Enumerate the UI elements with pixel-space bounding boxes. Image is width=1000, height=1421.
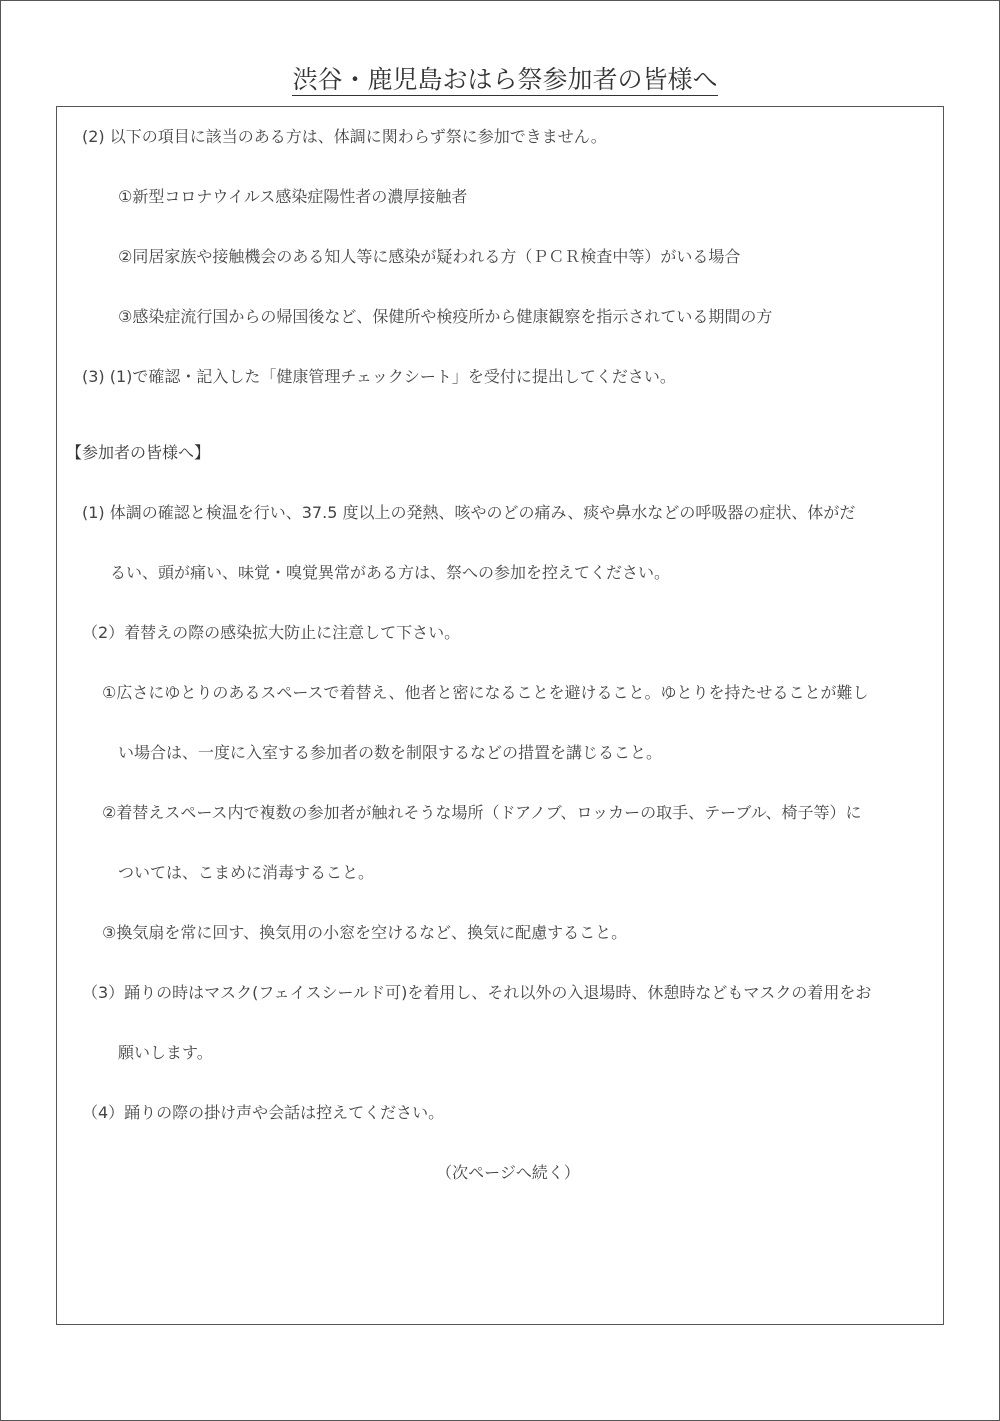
page-title-text: 渋谷・鹿児島おはら祭参加者の皆様へ [292,65,718,94]
participant-item-3-line-1: （3）踊りの時はマスク(フェイスシールド可)を着用し、それ以外の入退場時、休憩時などもマスクの着用をお [82,983,872,1002]
participant-item-1-line-1: (1) 体調の確認と検温を行い、37.5 度以上の発熱、咳やのどの痛み、痰や鼻水などの呼吸器の症状、体がだ [82,503,856,522]
continued-next-page: （次ページへ続く） [436,1163,580,1182]
page-title [0,62,1000,98]
participant-item-2-sub-3: ③換気扇を常に回す、換気用の小窓を空けるなど、換気に配慮すること。 [102,923,628,942]
content-box [56,106,944,1325]
participant-item-1-line-2: るい、頭が痛い、味覚・嗅覚異常がある方は、祭への参加を控えてください。 [110,563,671,582]
item-3-submit-sheet: (3) (1)で確認・記入した「健康管理チェックシート」を受付に提出してください。 [82,367,676,386]
item-2-ineligible: (2) 以下の項目に該当のある方は、体調に関わらず祭に参加できません。 [82,127,607,146]
participant-item-2: （2）着替えの際の感染拡大防止に注意して下さい。 [82,623,461,642]
participant-item-2-sub-1-line-2: い場合は、一度に入室する参加者の数を制限するなどの措置を講じること。 [118,743,663,762]
participant-item-2-sub-1-line-1: ①広さにゆとりのあるスペースで着替え、他者と密になることを避けること。ゆとりを持たせることが難し [102,683,869,702]
item-2-sub-1: ①新型コロナウイルス感染症陽性者の濃厚接触者 [118,187,468,206]
item-2-sub-2: ②同居家族や接触機会のある知人等に感染が疑われる方（ＰＣＲ検査中等）がいる場合 [118,247,741,266]
section-heading-participants: 【参加者の皆様へ】 [66,443,211,462]
participant-item-2-sub-2-line-2: ついては、こまめに消毒すること。 [118,863,375,882]
participant-item-3-line-2: 願いします。 [118,1043,213,1062]
item-2-sub-3: ③感染症流行国からの帰国後など、保健所や検疫所から健康観察を指示されている期間の方 [118,307,773,326]
participant-item-4: （4）踊りの際の掛け声や会話は控えてください。 [82,1103,445,1122]
participant-item-2-sub-2-line-1: ②着替えスペース内で複数の参加者が触れそうな場所（ドアノブ、ロッカーの取手、テーブル、椅子等）に [102,803,862,822]
